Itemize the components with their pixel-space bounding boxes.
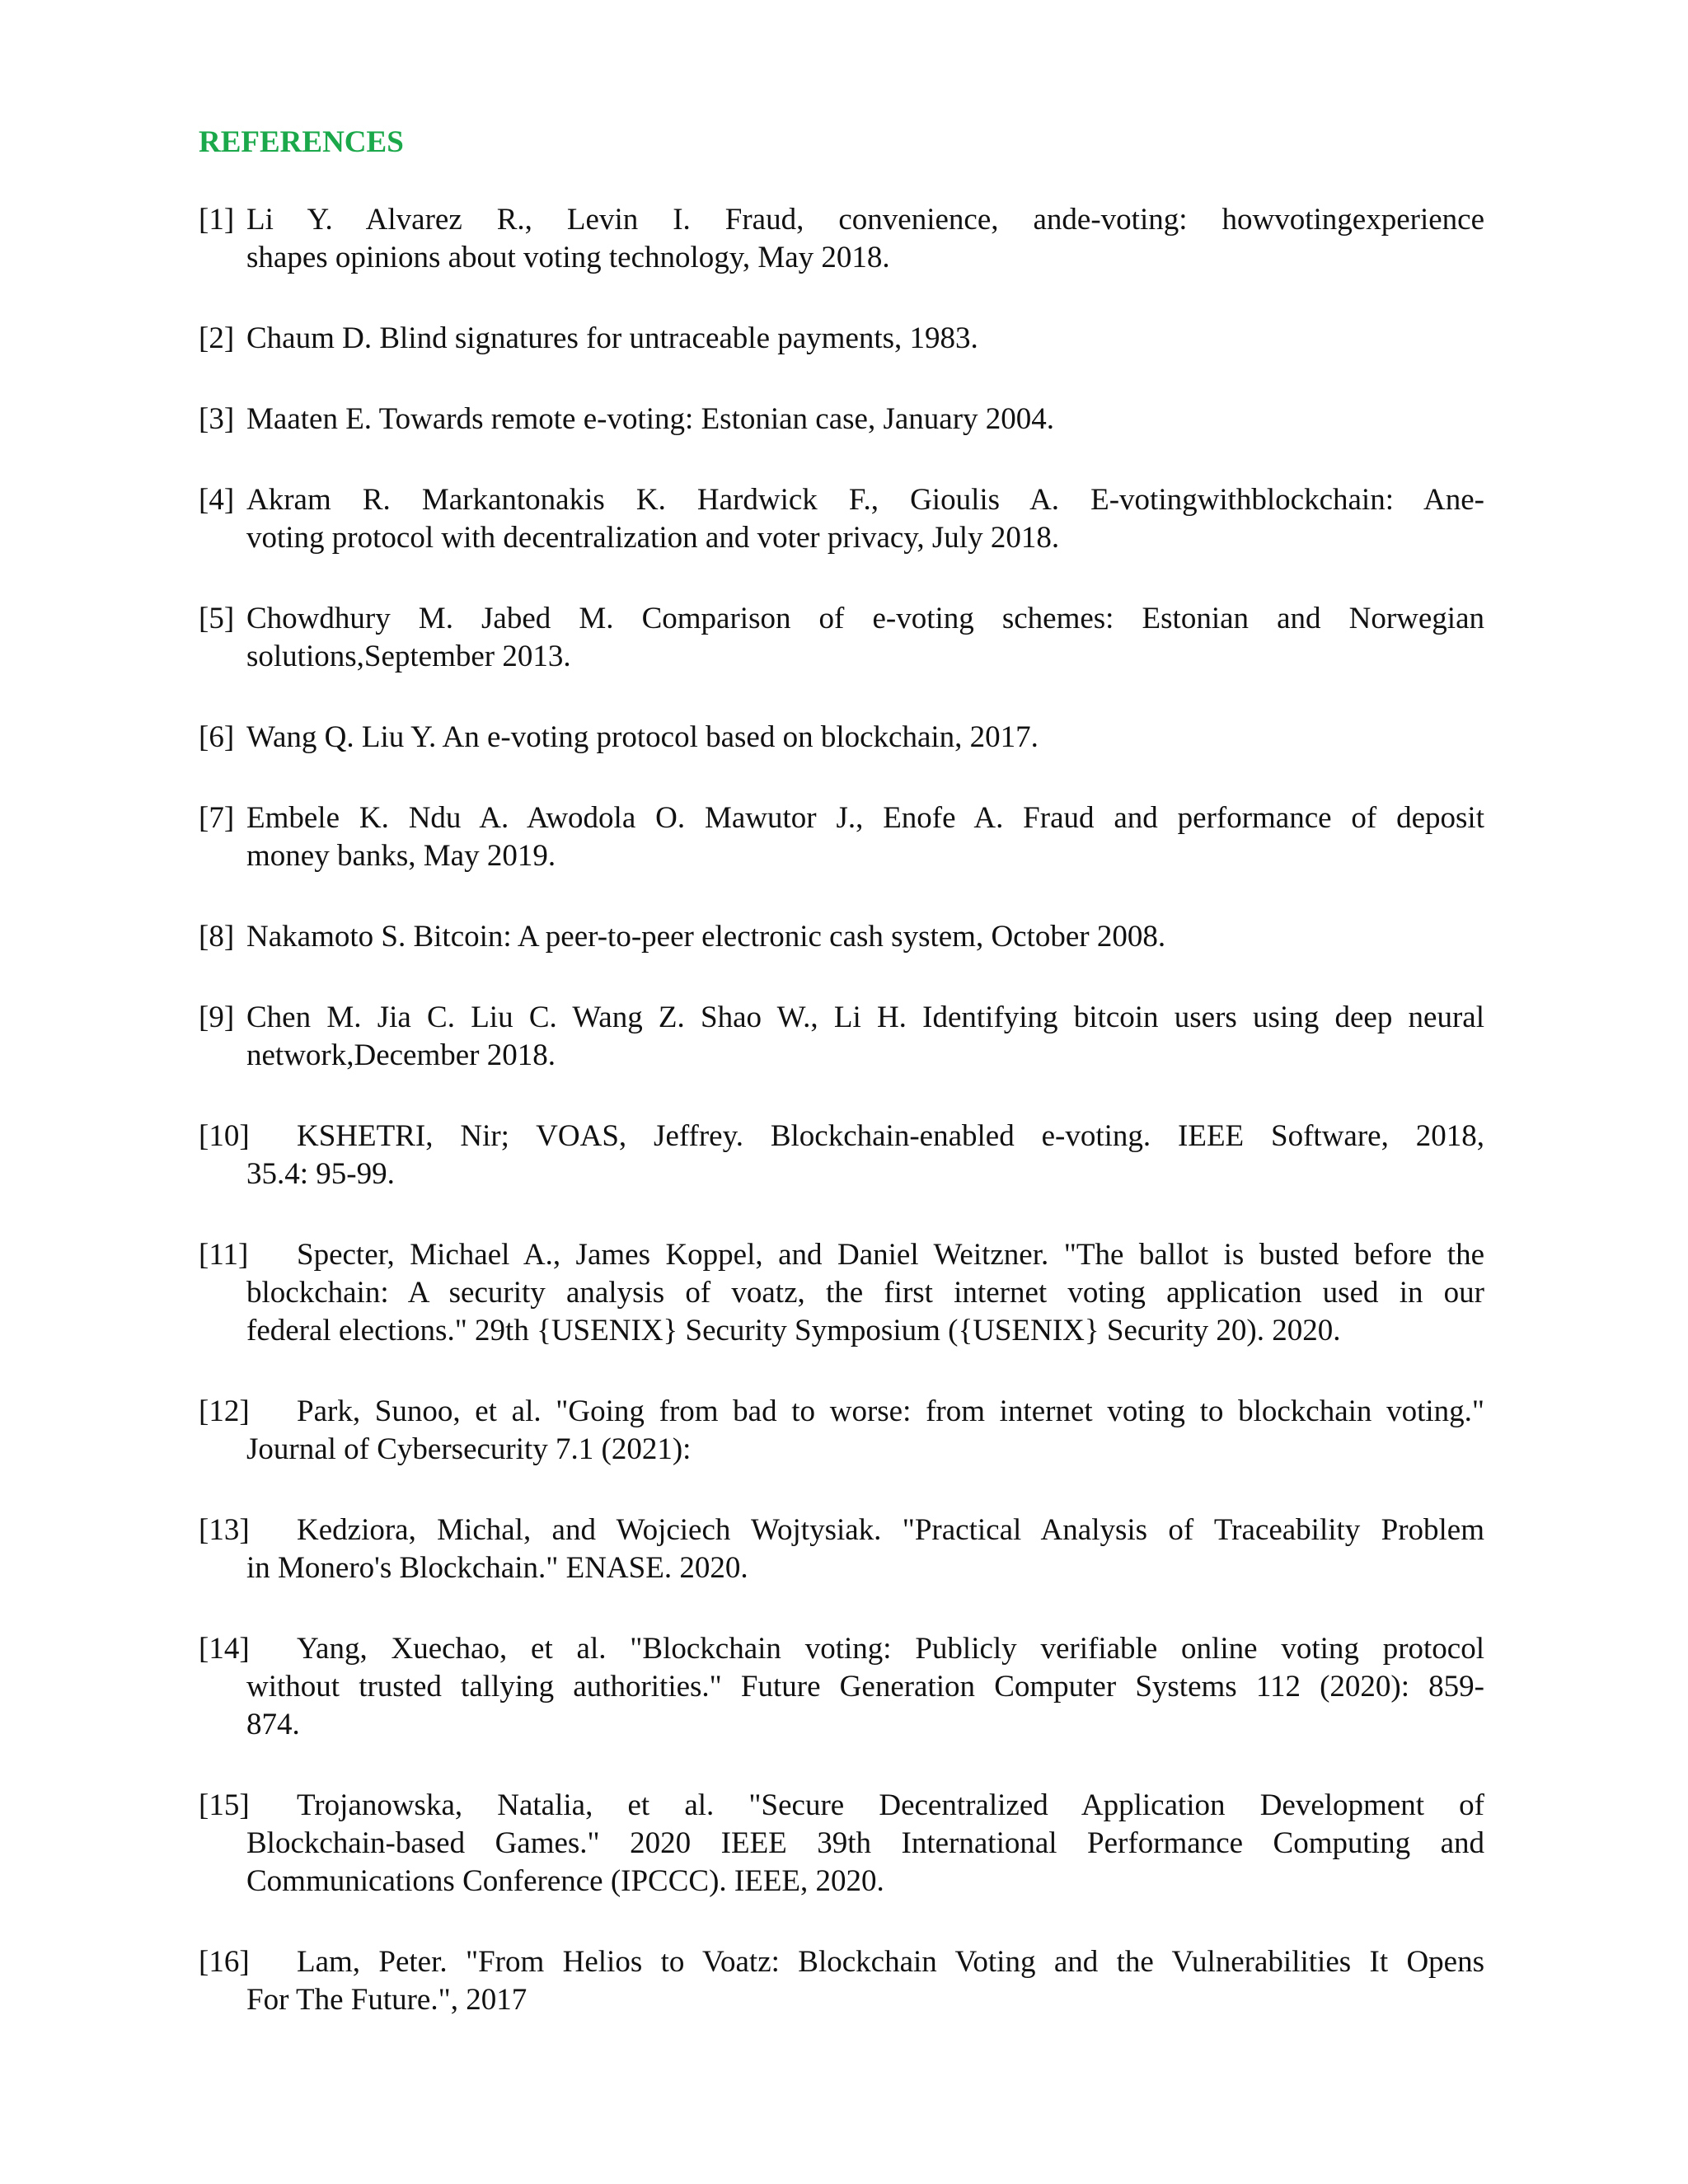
- reference-number: [2]: [199, 321, 235, 355]
- reference-number: [9]: [199, 1001, 235, 1034]
- reference-entry: [199, 320, 1484, 358]
- reference-text: 874.: [246, 1708, 300, 1741]
- reference-number: [12]: [199, 1394, 250, 1428]
- reference-number: [16]: [199, 1945, 250, 1979]
- reference-entry: [199, 719, 1484, 757]
- section-heading: REFERENCES: [199, 125, 404, 159]
- reference-line: [199, 719, 1484, 757]
- reference-text: Lam, Peter. "From Helios to Voatz: Blockchain Voting and the Vulnerabilities It Opens: [297, 1945, 1484, 1979]
- reference-text: federal elections." 29th {USENIX} Security Symposium ({USENIX} Security 20). 2020.: [246, 1314, 1341, 1347]
- reference-line: [199, 1943, 1484, 1981]
- reference-line: [199, 837, 1484, 875]
- reference-line: [199, 1155, 1484, 1193]
- reference-text: blockchain: A security analysis of voatz, the first internet voting application used in our: [246, 1276, 1484, 1310]
- reference-text: For The Future.", 2017: [246, 1983, 528, 2017]
- reference-entry: [199, 1787, 1484, 1900]
- reference-line: [199, 1981, 1484, 2019]
- reference-text: shapes opinions about voting technology, May 2018.: [246, 241, 890, 274]
- reference-number: [15]: [199, 1788, 250, 1822]
- reference-entry: [199, 999, 1484, 1075]
- reference-text: 35.4: 95-99.: [246, 1157, 395, 1191]
- reference-text: Maaten E. Towards remote e-voting: Estonian case, January 2004.: [246, 402, 1055, 436]
- reference-text: Journal of Cybersecurity 7.1 (2021):: [246, 1432, 692, 1466]
- reference-line: [199, 799, 1484, 837]
- reference-text: Chaum D. Blind signatures for untraceable payments, 1983.: [246, 321, 978, 355]
- reference-text: Communications Conference (IPCCC). IEEE, 2020.: [246, 1864, 884, 1898]
- reference-line: [199, 1274, 1484, 1312]
- reference-text: money banks, May 2019.: [246, 839, 556, 873]
- reference-entry: [199, 918, 1484, 956]
- reference-text: Wang Q. Liu Y. An e-voting protocol based on blockchain, 2017.: [246, 720, 1039, 754]
- reference-entry: [199, 481, 1484, 557]
- reference-line: [199, 1630, 1484, 1668]
- reference-line: [199, 1511, 1484, 1549]
- reference-entry: [199, 201, 1484, 277]
- reference-entry: [199, 600, 1484, 676]
- reference-number: [5]: [199, 602, 235, 635]
- reference-text: Blockchain-based Games." 2020 IEEE 39th International Performance Computing and: [246, 1826, 1484, 1860]
- reference-entry: [199, 1630, 1484, 1744]
- reference-entry: [199, 1943, 1484, 2019]
- reference-line: [199, 401, 1484, 438]
- reference-number: [10]: [199, 1119, 250, 1153]
- reference-number: [11]: [199, 1238, 249, 1272]
- reference-entry: [199, 401, 1484, 438]
- reference-entry: [199, 1236, 1484, 1350]
- reference-line: [199, 1787, 1484, 1825]
- reference-text: Chowdhury M. Jabed M. Comparison of e-voting schemes: Estonian and Norwegian: [246, 602, 1484, 635]
- reference-text: Chen M. Jia C. Liu C. Wang Z. Shao W., Li H. Identifying bitcoin users using deep neural: [246, 1001, 1484, 1034]
- reference-line: [199, 1863, 1484, 1900]
- reference-number: [13]: [199, 1513, 250, 1547]
- reference-text: KSHETRI, Nir; VOAS, Jeffrey. Blockchain-enabled e-voting. IEEE Software, 2018,: [297, 1119, 1484, 1153]
- reference-line: [199, 239, 1484, 277]
- reference-text: Akram R. Markantonakis K. Hardwick F., Gioulis A. E-votingwithblockchain: Ane-: [246, 483, 1484, 517]
- reference-number: [4]: [199, 483, 235, 517]
- reference-line: [199, 918, 1484, 956]
- reference-text: without trusted tallying authorities." Future Generation Computer Systems 112 (2020): 859-: [246, 1670, 1484, 1704]
- reference-text: solutions,September 2013.: [246, 640, 571, 673]
- reference-line: [199, 1431, 1484, 1469]
- reference-line: [199, 1037, 1484, 1075]
- reference-line: [199, 638, 1484, 676]
- reference-text: Nakamoto S. Bitcoin: A peer-to-peer electronic cash system, October 2008.: [246, 920, 1166, 954]
- reference-text: Trojanowska, Natalia, et al. "Secure Decentralized Application Development of: [297, 1788, 1484, 1822]
- reference-entry: [199, 1393, 1484, 1469]
- reference-line: [199, 320, 1484, 358]
- reference-number: [3]: [199, 402, 235, 436]
- reference-text: Kedziora, Michal, and Wojciech Wojtysiak. "Practical Analysis of Traceability Problem: [297, 1513, 1484, 1547]
- reference-line: [199, 600, 1484, 638]
- reference-line: [199, 1706, 1484, 1744]
- reference-number: [8]: [199, 920, 235, 954]
- reference-number: [6]: [199, 720, 235, 754]
- reference-text: Specter, Michael A., James Koppel, and Daniel Weitzner. "The ballot is busted before the: [297, 1238, 1484, 1272]
- reference-line: [199, 1236, 1484, 1274]
- reference-line: [199, 201, 1484, 239]
- reference-number: [14]: [199, 1632, 250, 1666]
- reference-text: Li Y. Alvarez R., Levin I. Fraud, convenience, ande-voting: howvotingexperience: [246, 203, 1484, 237]
- reference-line: [199, 1549, 1484, 1587]
- reference-line: [199, 1312, 1484, 1350]
- reference-line: [199, 999, 1484, 1037]
- reference-entry: [199, 799, 1484, 875]
- reference-text: Park, Sunoo, et al. "Going from bad to worse: from internet voting to blockchain voting.": [297, 1394, 1484, 1428]
- reference-text: Yang, Xuechao, et al. "Blockchain voting: Publicly verifiable online voting protocol: [297, 1632, 1484, 1666]
- reference-text: network,December 2018.: [246, 1038, 556, 1072]
- reference-entry: [199, 1118, 1484, 1193]
- reference-line: [199, 1668, 1484, 1706]
- reference-text: voting protocol with decentralization and voter privacy, July 2018.: [246, 521, 1060, 555]
- reference-line: [199, 1118, 1484, 1155]
- reference-line: [199, 1825, 1484, 1863]
- reference-text: Embele K. Ndu A. Awodola O. Mawutor J., Enofe A. Fraud and performance of deposit: [246, 801, 1484, 835]
- reference-number: [7]: [199, 801, 235, 835]
- reference-entry: [199, 1511, 1484, 1587]
- reference-text: in Monero's Blockchain." ENASE. 2020.: [246, 1551, 748, 1585]
- reference-line: [199, 481, 1484, 519]
- reference-line: [199, 1393, 1484, 1431]
- reference-number: [1]: [199, 203, 235, 237]
- reference-line: [199, 519, 1484, 557]
